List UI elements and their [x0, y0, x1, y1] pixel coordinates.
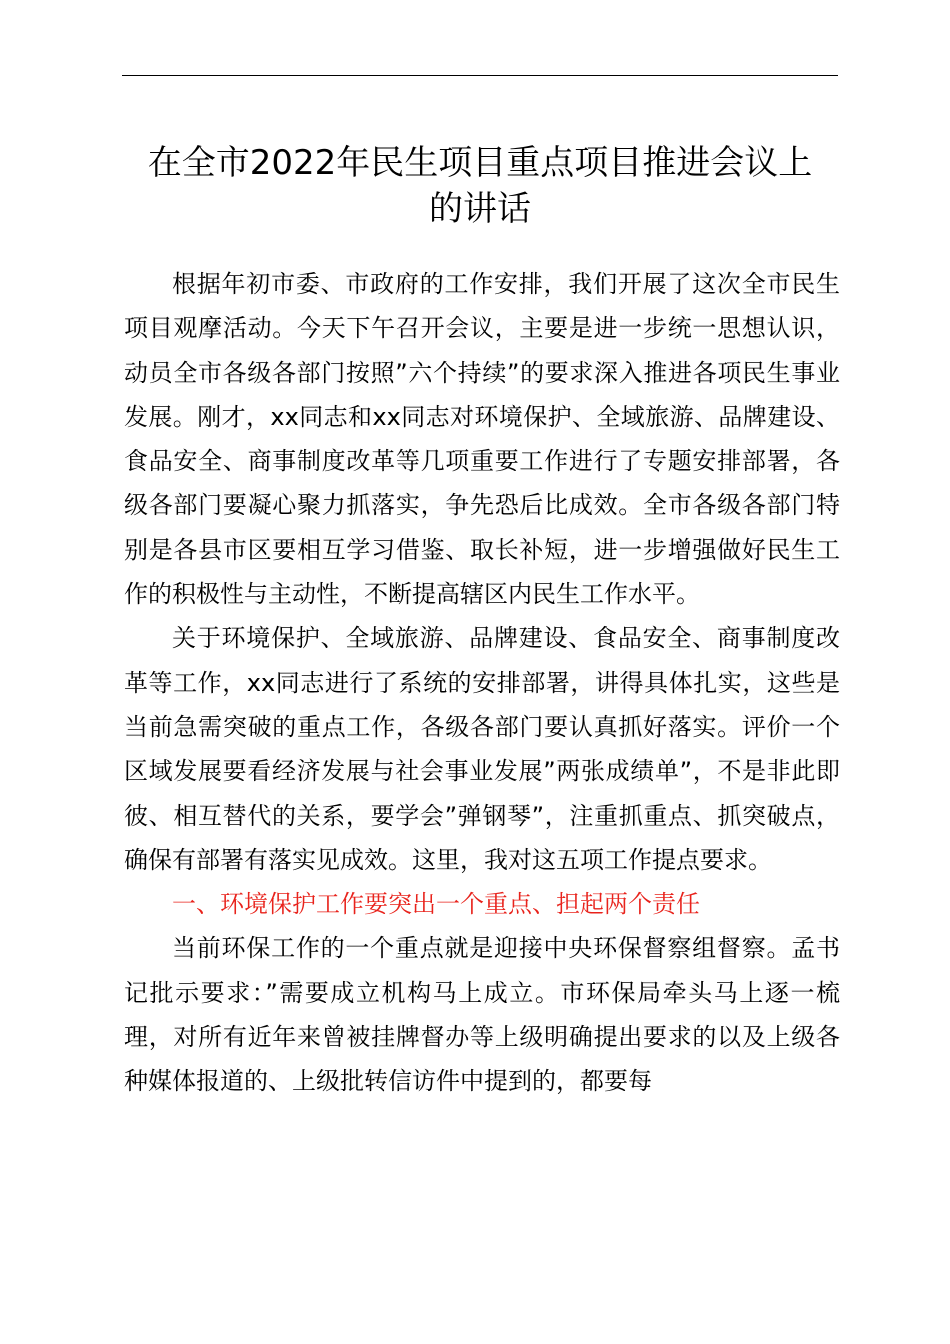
paragraph-3: 当前环保工作的一个重点就是迎接中央环保督察组督察。孟书记批示要求：”需要成立机构马上成立。市环保局牵头马上逐一梳理，对所有近年来曾被挂牌督办等上级明确提出要求的以及上级各种媒体报道的、上级批转信访件中提到的，都要每	[124, 934, 840, 1096]
header-rule	[122, 75, 838, 76]
title-line-1: 在全市2022年民生项目重点项目推进会议上	[147, 143, 813, 183]
section-heading-1: 一、环境保护工作要突出一个重点、担起两个责任	[172, 890, 700, 919]
paragraph-1: 根据年初市委、市政府的工作安排，我们开展了这次全市民生项目观摩活动。今天下午召开会议，主要是进一步统一思想认识，动员全市各级各部门按照”六个持续”的要求深入推进各项民生事业发展。刚才，xx同志和xx同志对环境保护、全域旅游、品牌建设、食品安全、商事制度改革等几项重要工作进行了专题安排部署，各级各部门要凝心聚力抓落实，争先恐后比成效。全市各级各部门特别是各县市区要相互学习借鉴、取长补短，进一步增强做好民生工作的积极性与主动性，不断提高辖区内民生工作水平。	[124, 270, 840, 609]
title-line-2: 的讲话	[429, 189, 531, 229]
document-body	[124, 262, 840, 1104]
paragraph-2: 关于环境保护、全域旅游、品牌建设、食品安全、商事制度改革等工作，xx同志进行了系统的安排部署，讲得具体扎实，这些是当前急需突破的重点工作，各级各部门要认真抓好落实。评价一个区域发展要看经济发展与社会事业发展”两张成绩单”，不是非此即彼、相互替代的关系，要学会”弹钢琴”，注重抓重点、抓突破点，确保有部署有落实见成效。这里，我对这五项工作提点要求。	[124, 624, 840, 874]
document-title	[110, 140, 850, 232]
